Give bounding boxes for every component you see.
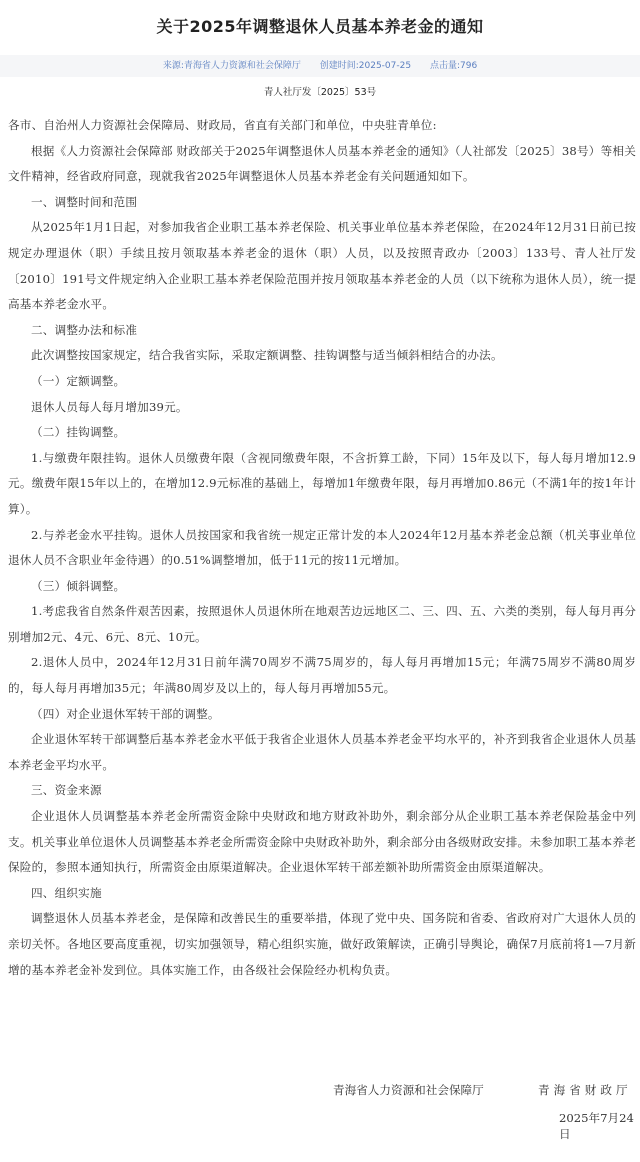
intro-paragraph: 根据《人力资源社会保障部 财政部关于2025年调整退休人员基本养老金的通知》（人社部发〔2025〕38号）等相关文件精神，经省政府同意，现就我省2025年调整退休人员基本养老金有关问题通知如下。 bbox=[8, 143, 636, 184]
subsection-2-2-heading: （二）挂钩调整。 bbox=[31, 425, 126, 440]
subsection-2-3-heading: （三）倾斜调整。 bbox=[31, 578, 126, 593]
section-1-paragraph: 从2025年1月1日起，对参加我省企业职工基本养老保险、机关事业单位基本养老保险，在2024年12月31日前已按规定办理退休（职）手续且按月领取基本养老金的退休（职）人员，以及按照青政办〔2003〕133号、青人社厅发〔2010〕191号文件规定纳入企业职工基本养老保险范围并按月领取基本养老金的人员（以下统称为退休人员），统一提高基本养老金水平。 bbox=[8, 220, 636, 312]
subsection-2-1-paragraph: 退休人员每人每月增加39元。 bbox=[31, 399, 188, 414]
document-number: 青人社厅发〔2025〕53号 bbox=[263, 87, 377, 98]
section-3-paragraph: 企业退休人员调整基本养老金所需资金除中央财政和地方财政补助外，剩余部分从企业职工基本养老保险基金中列支。机关事业单位退休人员调整基本养老金所需资金除中央财政补助外，剩余部分由各级财政安排。未参加职工基本养老保险的，参照本通知执行，所需资金由原渠道解决。企业退休军转干部差额补助所需资金由原渠道解决。 bbox=[8, 809, 636, 875]
section-4-paragraph: 调整退休人员基本养老金，是保障和改善民生的重要举措，体现了党中央、国务院和省委、省政府对广大退休人员的亲切关怀。各地区要高度重视，切实加强领导，精心组织实施，做好政策解读，正确引导舆论，确保7月底前将1—7月新增的基本养老金补发到位。具体实施工作，由各级社会保险经办机构负责。 bbox=[8, 911, 636, 977]
subsection-2-4-heading: （四）对企业退休军转干部的调整。 bbox=[31, 706, 220, 721]
meta-bar bbox=[0, 55, 640, 77]
created-time: 创建时间:2025-07-25 bbox=[319, 61, 412, 71]
signer-finance-department: 青海省财政厅 bbox=[538, 1083, 632, 1097]
section-1-heading: 一、调整时间和范围 bbox=[31, 194, 138, 209]
subsection-2-2-item-1: 1.与缴费年限挂钩。退休人员缴费年限（含视同缴费年限，不含折算工龄，下同）15年及以下，每人每月增加12.9元。缴费年限15年以上的，在增加12.9元标准的基础上，每增加1年缴费年限，每月再增加0.86元（不满1年的按1年计算）。 bbox=[8, 450, 636, 516]
section-2-paragraph: 此次调整按国家规定，结合我省实际，采取定额调整、挂钩调整与适当倾斜相结合的办法。 bbox=[31, 348, 503, 363]
signer-hrss-department: 青海省人力资源和社会保障厅 bbox=[333, 1083, 484, 1097]
addressee: 各市、自治州人力资源社会保障局、财政局，省直有关部门和单位，中央驻青单位: bbox=[8, 118, 437, 132]
subsection-2-1-heading: （一）定额调整。 bbox=[31, 373, 126, 388]
section-4-heading: 四、组织实施 bbox=[31, 885, 102, 900]
issue-date: 2025年7月24日 bbox=[559, 1111, 634, 1141]
notice-body bbox=[8, 113, 636, 983]
section-3-heading: 三、资金来源 bbox=[31, 783, 102, 798]
subsection-2-4-paragraph: 企业退休军转干部调整后基本养老金水平低于我省企业退休人员基本养老金平均水平的，补齐到我省企业退休人员基本养老金平均水平。 bbox=[8, 732, 636, 772]
section-2-heading: 二、调整办法和标准 bbox=[31, 322, 138, 337]
subsection-2-3-item-2: 2.退休人员中，2024年12月31日前年满70周岁不满75周岁的，每人每月再增加15元；年满75周岁不满80周岁的，每人每月再增加35元；年满80周岁及以上的，每人每月再增加55元。 bbox=[8, 655, 636, 696]
view-count: 点击量:796 bbox=[429, 61, 478, 71]
source-label: 来源:青海省人力资源和社会保障厅 bbox=[162, 61, 301, 71]
subsection-2-2-item-2: 2.与养老金水平挂钩。退休人员按国家和我省统一规定正常计发的本人2024年12月基本养老金总额（机关事业单位退休人员不含职业年金待遇）的0.51%调整增加，低于11元的按11元增加。 bbox=[8, 527, 636, 568]
subsection-2-3-item-1: 1.考虑我省自然条件艰苦因素，按照退休人员退休所在地艰苦边远地区二、三、四、五、六类的类别，每人每月再分别增加2元、4元、6元、8元、10元。 bbox=[8, 604, 636, 644]
page-title: 关于2025年调整退休人员基本养老金的通知 bbox=[156, 17, 484, 36]
